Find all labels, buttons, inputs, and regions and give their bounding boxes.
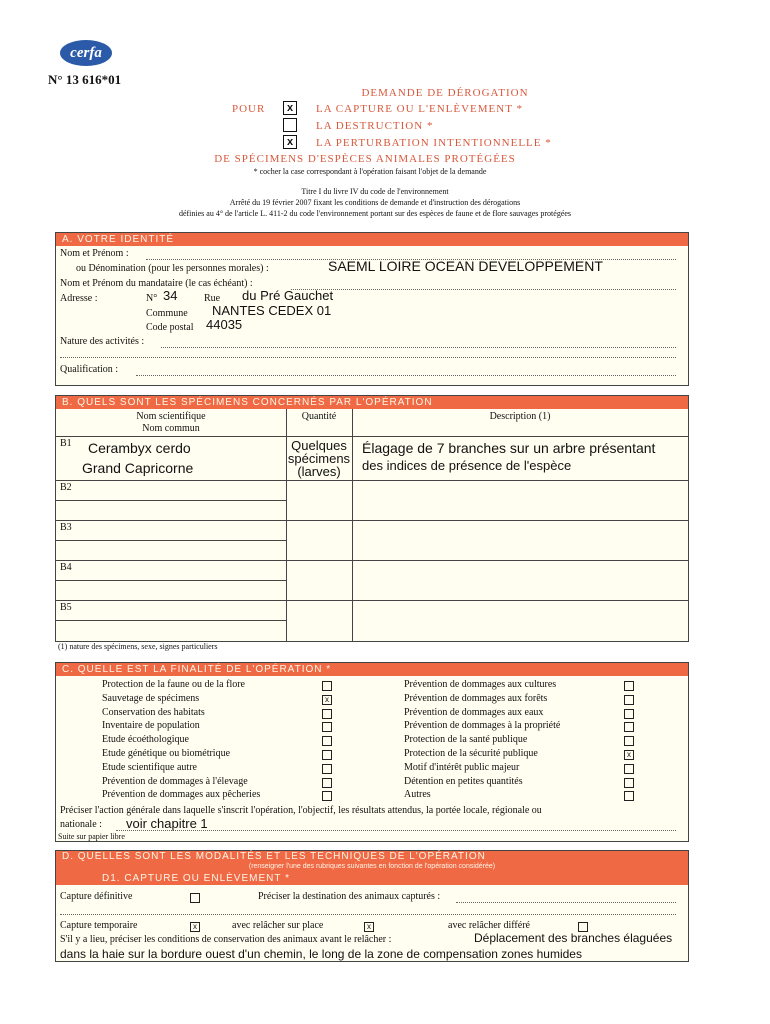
row-id-b5: B5 (60, 602, 72, 613)
checkbox-perturbation[interactable]: x (283, 135, 297, 149)
finalite-item (404, 789, 634, 800)
destination-field[interactable] (456, 902, 676, 903)
finalite-checkbox[interactable] (322, 681, 332, 691)
finalite-item (102, 679, 342, 690)
cp-value[interactable]: 44035 (206, 317, 243, 332)
finalite-item (404, 679, 634, 690)
finalite-checkbox[interactable] (624, 709, 634, 719)
finalite-label: Prévention de dommages aux pêcheries (102, 789, 261, 801)
nationale-value[interactable]: voir chapitre 1 (126, 816, 208, 831)
finalite-item (102, 734, 342, 745)
section-d (55, 850, 689, 962)
section-d-header: D. QUELLES SONT LES MODALITÉS ET LES TECHNIQUES DE L'OPÉRATION (56, 851, 688, 862)
finalite-item (102, 762, 342, 773)
form-number: N° 13 616*01 (48, 72, 122, 87)
row-sub-b5 (56, 620, 286, 621)
finalite-item (102, 776, 342, 787)
relacher-place-checkbox[interactable]: x (364, 922, 374, 932)
capture-temp-label: Capture temporaire (60, 920, 138, 931)
finalite-item (102, 693, 342, 704)
finalite-item (102, 789, 342, 800)
col-nom-scientifique: Nom scientifique (136, 411, 206, 422)
finalite-checkbox[interactable] (322, 750, 332, 760)
finalite-label: Prévention de dommages aux cultures (404, 679, 557, 690)
mandataire-label: Nom et Prénom du mandataire (le cas échéant) : (60, 278, 253, 289)
destination-field-2[interactable] (60, 914, 676, 915)
finalite-item (102, 707, 342, 718)
finalite-checkbox[interactable] (624, 791, 634, 801)
activites-label: Nature des activités : (60, 336, 145, 347)
section-a-header: A. VOTRE IDENTITÉ (56, 233, 688, 246)
title-last: DE SPÉCIMENS D'ESPÈCES ANIMALES PROTÉGÉES (214, 153, 516, 165)
qty-b1[interactable]: Quelques spécimens (larves) (287, 438, 351, 479)
denom-label: ou Dénomination (pour les personnes morales) : (76, 263, 269, 274)
row-id-b4: B4 (60, 562, 72, 573)
section-d-subheader: (renseigner l'une des rubriques suivantes en fonction de l'opération considérée) (56, 862, 688, 872)
preciser-text: Préciser l'action générale dans laquelle s'inscrit l'opération, l'objectif, les résultats attendus, la portée locale, régionale ou (60, 805, 542, 816)
suite-papier: Suite sur papier libre (58, 832, 125, 841)
checkbox-capture[interactable]: x (283, 101, 297, 115)
legal-l1: Titre I du livre IV du code de l'environnement (301, 187, 449, 196)
conditions-value-1[interactable]: Déplacement des branches élaguées (474, 931, 673, 945)
capture-temp-checkbox[interactable]: x (190, 922, 200, 932)
finalite-label: Prévention de dommages à l'élevage (102, 775, 248, 787)
col-description: Description (1) (489, 411, 551, 422)
row-sub-b2 (56, 500, 286, 501)
relacher-place-label: avec relâcher sur place (232, 920, 324, 931)
finalite-item (404, 762, 634, 773)
col-nom-commun: Nom commun (142, 423, 200, 434)
finalite-item (404, 693, 634, 704)
row-id-b3: B3 (60, 522, 72, 533)
section-b-header: B. QUELS SONT LES SPÉCIMENS CONCERNÉS PAR L'OPÉRATION (56, 396, 688, 409)
conditions-value-2[interactable]: dans la haie sur la bordure ouest d'un chemin, le long de la zone de compensation zones humides (60, 947, 582, 961)
desc2-b1[interactable]: des indices de présence de l'espèce (362, 458, 572, 473)
finalite-label: Sauvetage de spécimens (102, 692, 200, 704)
finalite-checkbox[interactable]: x (624, 750, 634, 760)
activites-field-2[interactable] (60, 357, 676, 358)
legal-l2: Arrêté du 19 février 2007 fixant les conditions de demande et d'instruction des dérogations (229, 198, 521, 207)
section-a (55, 232, 689, 386)
section-c (55, 662, 689, 842)
finalite-checkbox[interactable] (624, 681, 634, 691)
num-label: N° (146, 293, 158, 304)
finalite-label: Prévention de dommages aux forêts (404, 692, 548, 704)
finalite-label: Prévention de dommages à la propriété (404, 720, 561, 732)
finalite-label: Prévention de dommages aux eaux (404, 706, 544, 718)
finalite-checkbox[interactable] (624, 695, 634, 705)
finalite-label: Inventaire de population (102, 720, 200, 732)
finalite-label: Etude écoéthologique (102, 734, 189, 746)
rue-value[interactable]: du Pré Gauchet (242, 288, 334, 303)
finalite-item (102, 720, 342, 731)
section-b (55, 395, 689, 642)
cp-label: Code postal (146, 322, 194, 333)
title-line1: DEMANDE DE DÉROGATION (361, 87, 529, 99)
qualification-label: Qualification : (60, 364, 119, 375)
finalite-label: Etude scientifique autre (102, 761, 197, 773)
finalite-checkbox[interactable] (624, 722, 634, 732)
section-c-header: C. QUELLE EST LA FINALITÉ DE L'OPÉRATION * (56, 663, 688, 676)
finalite-checkbox[interactable] (322, 722, 332, 732)
finalite-item (102, 748, 342, 759)
relacher-differe-label: avec relâcher différé (448, 920, 530, 931)
finalite-item (404, 776, 634, 787)
finalite-label: Motif d'intérêt public majeur (404, 761, 520, 773)
finalite-label: Détention en petites quantités (404, 775, 523, 787)
conditions-label: S'il y a lieu, préciser les conditions de conservation des animaux avant le relâcher : (60, 934, 392, 945)
checkbox-destruction[interactable] (283, 118, 297, 132)
col-divider-2 (352, 409, 353, 641)
finalite-label: Conservation des habitats (102, 706, 205, 718)
capture-def-checkbox[interactable] (190, 893, 200, 903)
row-sub-b3 (56, 540, 286, 541)
title-note: * cocher la case correspondant à l'opération faisant l'objet de la demande (253, 167, 487, 176)
finalite-label: Protection de la faune ou de la flore (102, 679, 245, 690)
cerfa-logo: cerfa (60, 40, 112, 66)
row-line-b2 (56, 480, 688, 481)
com-b1[interactable]: Grand Capricorne (82, 460, 194, 476)
row-id-b2: B2 (60, 482, 72, 493)
finalite-checkbox[interactable] (322, 791, 332, 801)
activites-field[interactable] (161, 347, 676, 348)
col-names-header (56, 411, 286, 435)
nationale-label: nationale : (60, 819, 102, 830)
sci-b1[interactable]: Cerambyx cerdo (88, 440, 191, 456)
finalite-label: Autres (404, 789, 431, 801)
finalite-item (404, 707, 634, 718)
finalite-label: Etude génétique ou biométrique (102, 748, 231, 759)
title-pour: POUR (232, 103, 266, 115)
col-quantite: Quantité (301, 411, 337, 422)
row-line-b1 (56, 436, 688, 437)
row-sub-b4 (56, 580, 286, 581)
section-d-subtitle: D1. CAPTURE OU ENLÈVEMENT * (56, 872, 688, 885)
desc1-b1[interactable]: Élagage de 7 branches sur un arbre présentant (362, 440, 656, 456)
finalite-checkbox[interactable] (322, 778, 332, 788)
qualification-field[interactable] (136, 375, 676, 376)
finalite-label: Protection de la sécurité publique (404, 748, 538, 759)
section-b-footnote: (1) nature des spécimens, sexe, signes particuliers (58, 642, 218, 651)
finalite-item (404, 734, 634, 745)
num-value[interactable]: 34 (163, 288, 178, 303)
finalite-checkbox[interactable]: x (322, 695, 332, 705)
title-opt1: LA CAPTURE OU L'ENLÈVEMENT * (316, 103, 523, 115)
finalite-item (404, 748, 634, 759)
row-line-b3 (56, 520, 688, 521)
commune-label: Commune (146, 308, 188, 319)
nom-label: Nom et Prénom : (60, 248, 129, 259)
commune-value[interactable]: NANTES CEDEX 01 (212, 303, 332, 318)
finalite-label: Protection de la santé publique (404, 734, 528, 746)
mandataire-field[interactable] (291, 289, 676, 290)
legal-l3: définies au 4° de l'article L. 411-2 du code l'environnement portant sur des espèces de faune et de flore sauvages protégées (178, 209, 572, 218)
adresse-label: Adresse : (60, 293, 98, 304)
finalite-item (404, 720, 634, 731)
title-opt2: LA DESTRUCTION * (316, 120, 434, 132)
finalite-checkbox[interactable] (624, 736, 634, 746)
finalite-checkbox[interactable] (624, 764, 634, 774)
finalite-checkbox[interactable] (322, 764, 332, 774)
finalite-checkbox[interactable] (624, 778, 634, 788)
row-line-b5 (56, 600, 688, 601)
finalite-checkbox[interactable] (322, 736, 332, 746)
capture-def-label: Capture définitive (60, 891, 133, 902)
rue-label: Rue (204, 293, 221, 304)
finalite-checkbox[interactable] (322, 709, 332, 719)
row-line-b4 (56, 560, 688, 561)
denom-value[interactable]: SAEML LOIRE OCEAN DEVELOPPEMENT (328, 258, 603, 274)
row-id-b1: B1 (60, 438, 72, 449)
title-opt3: LA PERTURBATION INTENTIONNELLE * (316, 137, 552, 149)
preciser-dest-label: Préciser la destination des animaux capturés : (258, 891, 441, 902)
